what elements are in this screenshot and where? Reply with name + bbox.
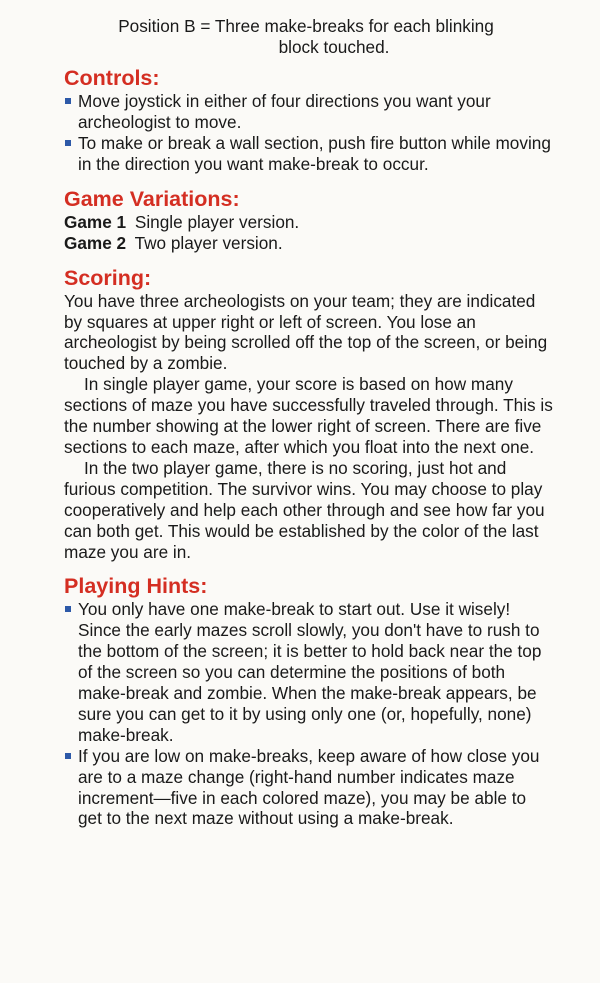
manual-page — [64, 16, 554, 829]
intro-text-line-1: Position B = Three make-breaks for each blinking — [118, 16, 494, 36]
hint-item-text: You only have one make-break to start out. Use it wisely! Since the early mazes scroll slowly, you don't have to rush to the bottom of the screen; it is better to hold back near the top of the screen so you can determine the positions of both make-break and zombie. When the make-break appears, be sure you can get to it by using only one (or, hopefully, none) make-break. — [78, 599, 542, 745]
hint-item-text: If you are low on make-breaks, keep aware of how close you are to a maze change (right-hand number indicates maze increment—five in each colored maze), you may be able to get to the next maze without using a make-break. — [78, 745, 540, 829]
variation-row — [64, 212, 554, 233]
controls-item-text: Move joystick in either of four directions you want your archeologist to move. — [78, 91, 491, 132]
square-bullet-icon — [65, 606, 71, 612]
square-bullet-icon — [65, 753, 71, 759]
square-bullet-icon — [65, 98, 71, 104]
variation-label: Game 2 — [64, 232, 127, 253]
list-item — [64, 746, 554, 830]
intro-text-line-2: block touched. — [278, 36, 390, 57]
scoring-heading: Scoring: — [64, 265, 152, 290]
scoring-paragraph: In single player game, your score is based on how many sections of maze you have successfully traveled through. This is the number showing at the lower right of screen. There are five sections to each maze, after which you float into the next one. — [64, 374, 553, 457]
hints-list — [64, 599, 554, 829]
square-bullet-icon — [65, 140, 71, 146]
controls-item-text: To make or break a wall section, push fire button while moving in the direction you want make-break to occur. — [78, 132, 551, 174]
controls-heading: Controls: — [64, 66, 160, 90]
variation-text: Single player version. — [134, 211, 300, 232]
playing-hints-heading: Playing Hints: — [64, 574, 208, 599]
list-item — [64, 599, 554, 745]
scoring-paragraph: In the two player game, there is no scoring, just hot and furious competition. The survivor wins. You may choose to play cooperatively and help each other through and see how far you can both get. This would be established by the color of the last maze you are in. — [64, 457, 545, 562]
list-item — [64, 133, 554, 175]
game-variations-heading: Game Variations: — [64, 186, 240, 211]
list-item — [64, 91, 554, 133]
scoring-paragraph: You have three archeologists on your team; they are indicated by squares at upper right or left of screen. You lose an archeologist by being scrolled off the top of the screen, or being touched by a zombie. — [64, 290, 548, 374]
variation-row — [64, 233, 554, 254]
controls-list — [64, 91, 554, 175]
variation-text: Two player version. — [134, 232, 283, 253]
variation-label: Game 1 — [64, 211, 127, 232]
